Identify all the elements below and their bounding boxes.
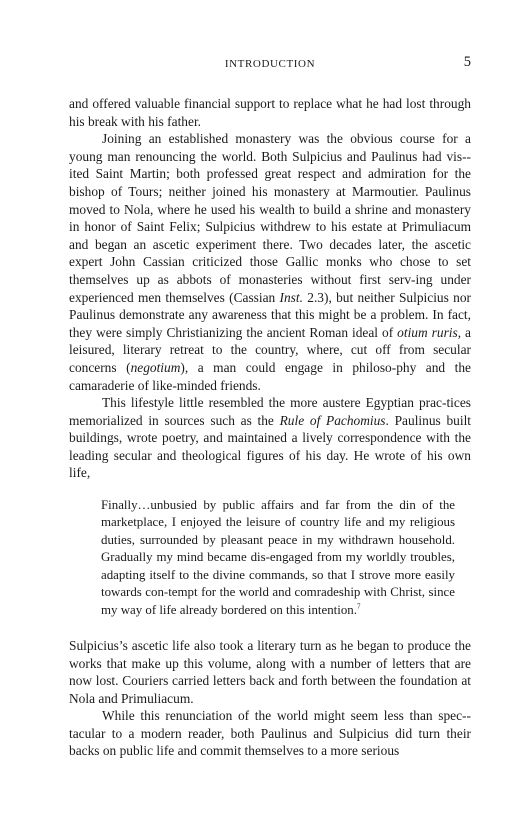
footnote-marker[interactable]: 7 [356, 602, 361, 611]
block-quote-text [101, 497, 455, 619]
body-text [69, 95, 471, 760]
paragraph-5: While this renunciation of the world might seem less than spec-tacular to a modern reader, both Paulinus and Sulpicius did turn their backs on public life and commit themselves to a more serious [69, 708, 471, 759]
paragraph-2-part-2: 2.3), but neither Sulpicius nor Paulinus demonstrate any awareness that this might be a problem. In fact, they were simply Christianizing the ancient Roman ideal of [69, 289, 471, 340]
paragraph-2-part-1: Joining an established monastery was the obvious course for a young man renouncing the world. Both Sulpicius and Paulinus had vis-ited Saint Martin; both professed great respect and admiration for the bishop of Tours; neither joined his monastery at Marmoutier. Paulinus moved to Nola, where he used his wealth to build a shrine and monastery in honor of Saint Felix; Sulpicius withdrew to his estate at Primuliacum and began an ascetic experiment there. Two decades later, the ascetic expert John Cassian criticized those Gallic monks who chose to set themselves up as abbots of monasteries without first serv-ing under experienced men themselves (Cassian [69, 131, 471, 305]
running-title: INTRODUCTION [224, 58, 316, 70]
paragraph-3-part-2: . Paulinus built buildings, wrote poetry, and maintained a lively correspondence with the leading secular and theological figures of his day. He wrote of his own life, [69, 412, 472, 481]
paragraph-2-part-4: ), a man could engage in philoso-phy and the camaraderie of like-minded friends. [69, 359, 471, 393]
paragraph-1: and offered valuable financial support to replace what he had lost through his break with his father. [69, 96, 471, 129]
citation-inst: Inst. [279, 289, 303, 305]
quote-body: Finally…unbusied by public affairs and far from the din of the marketplace, I enjoyed the leisure of country life and my religious duties, surrounded by pleasant peace in my withdrawn household. Gradually my mind became dis-engaged from my worldly troubles, adapting itself to the divine commands, so that I strove more easily towards con-tempt for the world and comradeship with Christ, since my way of life already bordered on this intention. [101, 498, 455, 617]
paragraph-3 [69, 394, 471, 482]
paragraph-2 [69, 130, 471, 394]
term-otium-ruris: otium ruris [397, 324, 458, 340]
paragraph-2-part-3: , a leisured, literary retreat to the country, where, cut off from secular concerns ( [69, 324, 471, 375]
running-head [69, 52, 471, 74]
paragraph-4: Sulpicius’s ascetic life also took a literary turn as he began to produce the works that make up this volume, along with a number of letters that are now lost. Couriers carried letters back and forth between the foundation at Nola and Primuliacum. [69, 637, 471, 706]
block-quote [101, 497, 455, 619]
page-number: 5 [463, 54, 471, 70]
title-rule-of-pachomius: Rule of Pachomius [279, 412, 386, 428]
term-negotium: negotium [130, 359, 181, 375]
book-page [69, 52, 471, 760]
paragraph-3-part-1: This lifestyle little resembled the more austere Egyptian prac-tices memorialized in sources such as the [69, 395, 471, 428]
